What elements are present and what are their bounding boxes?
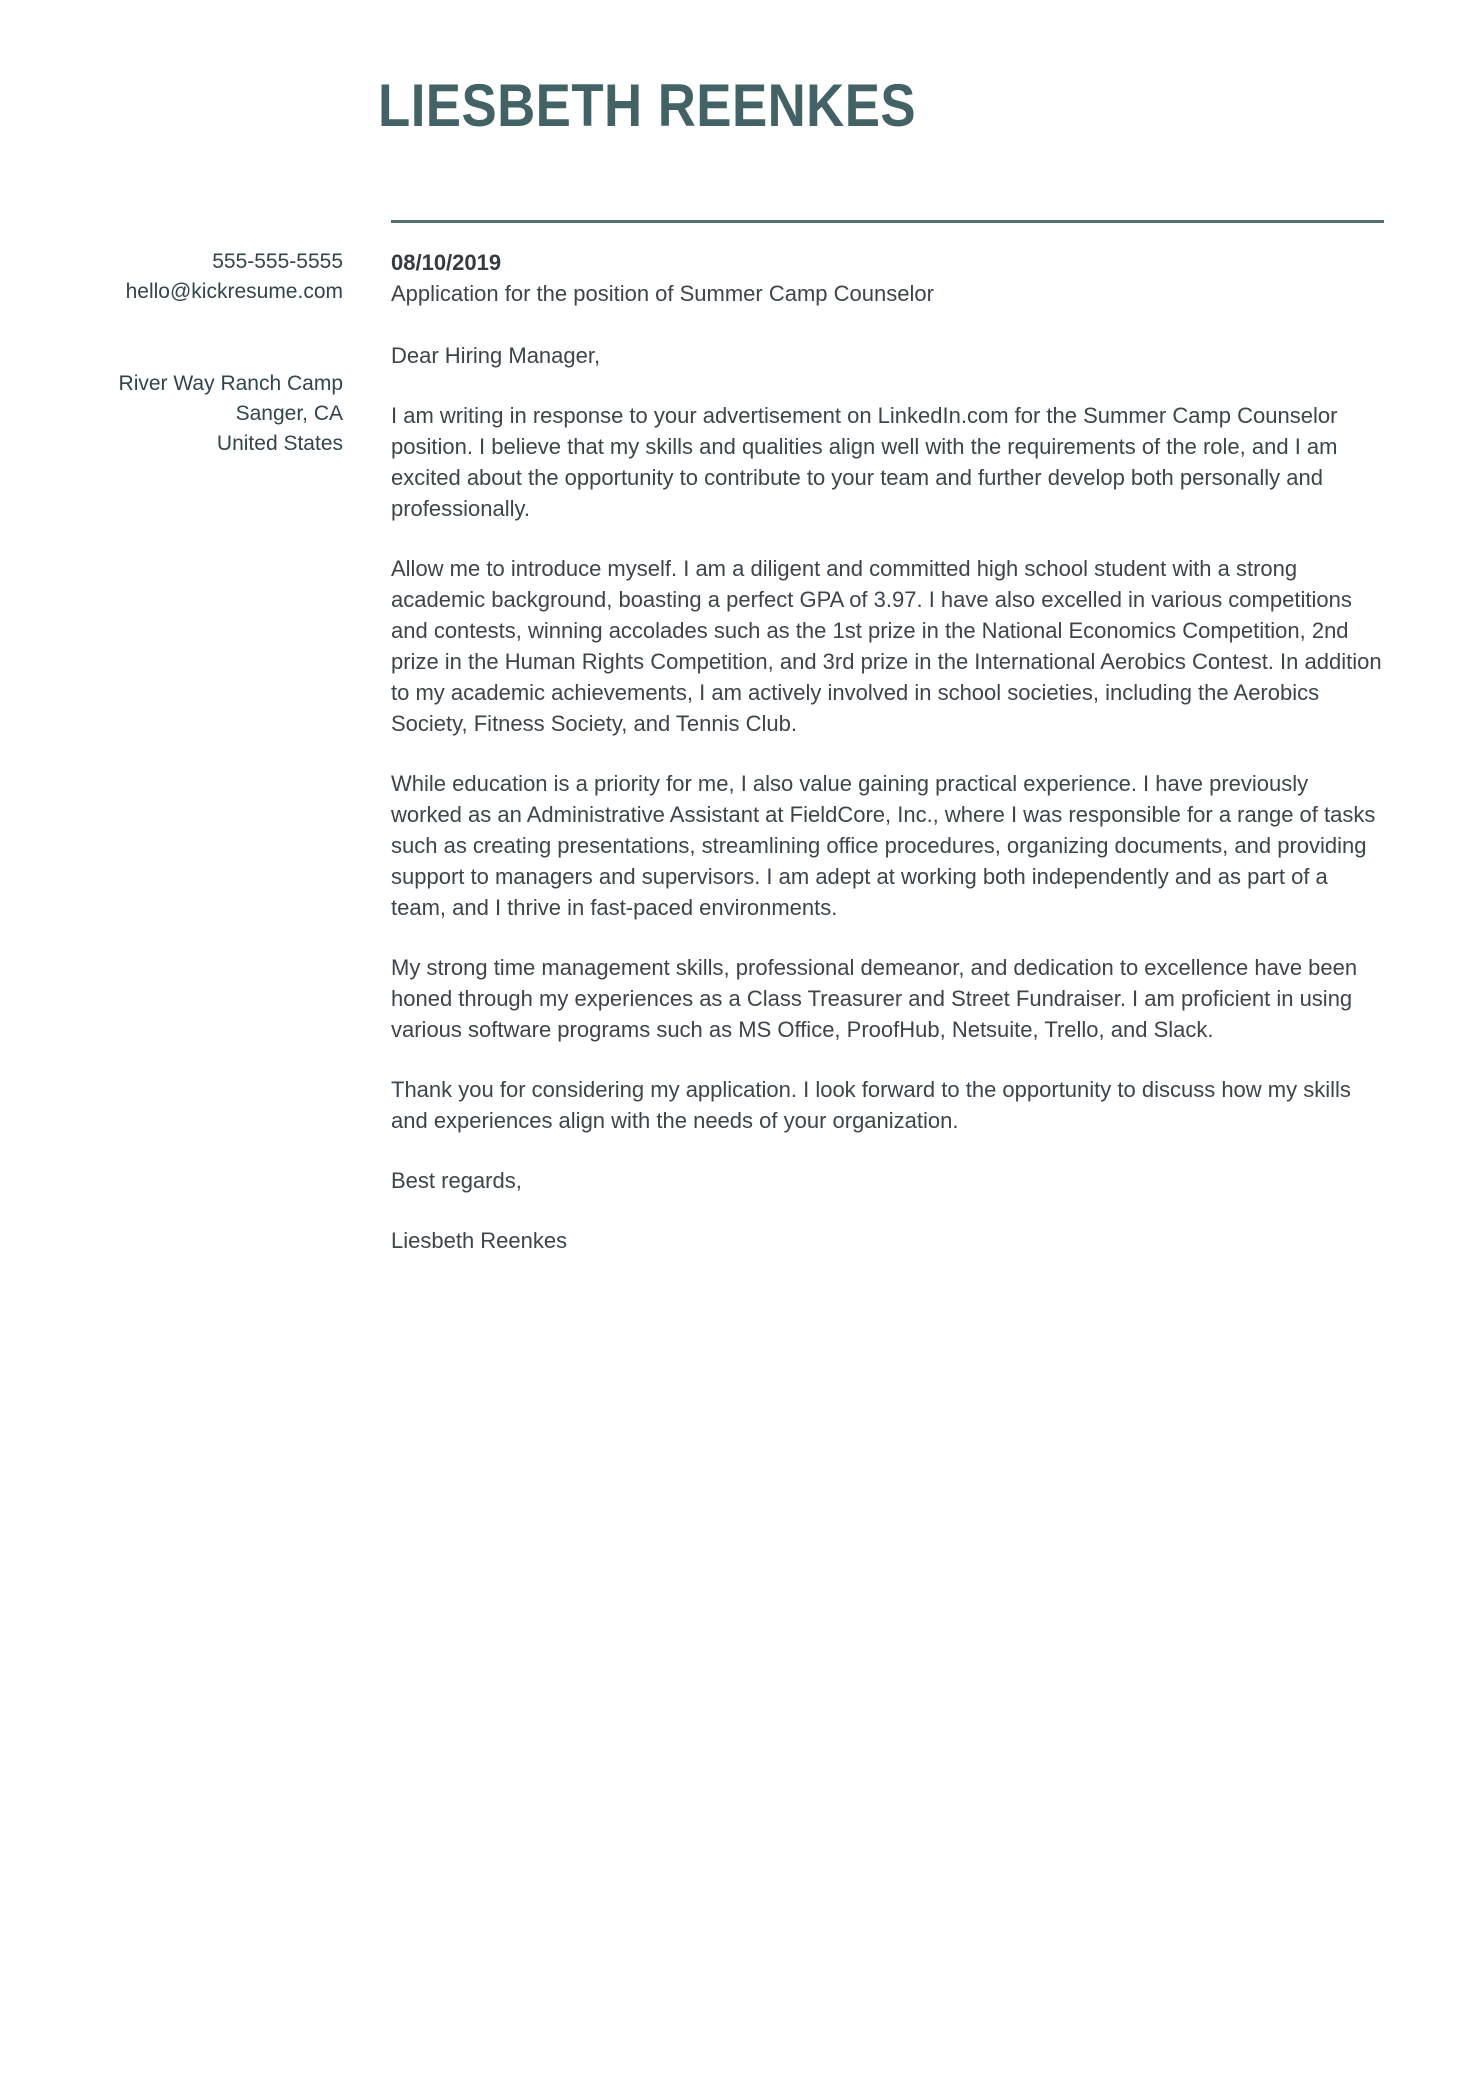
phone-number: 555-555-5555 <box>212 250 343 273</box>
letter-date: 08/10/2019 <box>391 250 502 275</box>
header-divider <box>391 220 1384 223</box>
closing: Best regards, <box>391 1168 522 1193</box>
signature: Liesbeth Reenkes <box>391 1228 568 1253</box>
employer-address <box>0 369 343 459</box>
employer-country: United States <box>216 432 343 455</box>
content-row <box>0 247 1468 1256</box>
letter-body <box>391 247 1384 1256</box>
employer-city: Sanger, CA <box>235 402 343 425</box>
page-title: LIESBETH REENKES <box>378 72 917 139</box>
letter-paragraph: Thank you for considering my application. I look forward to the opportunity to discuss how my skills and experiences align with the needs of your organization. <box>391 1077 1351 1133</box>
employer-name: River Way Ranch Camp <box>118 372 343 395</box>
salutation: Dear Hiring Manager, <box>391 343 601 368</box>
letter-paragraph: Allow me to introduce myself. I am a diligent and committed high school student with a strong academic background, boasting a perfect GPA of 3.97. I have also excelled in various competitions and contests, winning accolades such as the 1st prize in the National Economics Competition, 2nd prize in the Human Rights Competition, and 3rd prize in the International Aerobics Contest. In addition to my academic achievements, I am actively involved in school societies, including the Aerobics Society, Fitness Society, and Tennis Club. <box>391 556 1382 736</box>
letter-paragraph: I am writing in response to your advertisement on LinkedIn.com for the Summer Camp Counselor position. I believe that my skills and qualities align well with the requirements of the role, and I am excited about the opportunity to contribute to your team and further develop both personally and professionally. <box>391 403 1338 521</box>
email-address: hello@kickresume.com <box>125 280 343 303</box>
letter-paragraph: While education is a priority for me, I also value gaining practical experience. I have previously worked as an Administrative Assistant at FieldCore, Inc., where I was responsible for a range of tasks such as creating presentations, streamlining office procedures, organizing documents, and providing support to managers and supervisors. I am adept at working both independently and as part of a team, and I thrive in fast-paced environments. <box>391 771 1376 920</box>
contact-panel <box>0 247 343 459</box>
letter-subject: Application for the position of Summer Camp Counselor <box>391 281 934 306</box>
contact-group <box>0 247 343 307</box>
letter-paragraph: My strong time management skills, professional demeanor, and dedication to excellence have been honed through my experiences as a Class Treasurer and Street Fundraiser. I am proficient in using various software programs such as MS Office, ProofHub, Netsuite, Trello, and Slack. <box>391 955 1358 1042</box>
